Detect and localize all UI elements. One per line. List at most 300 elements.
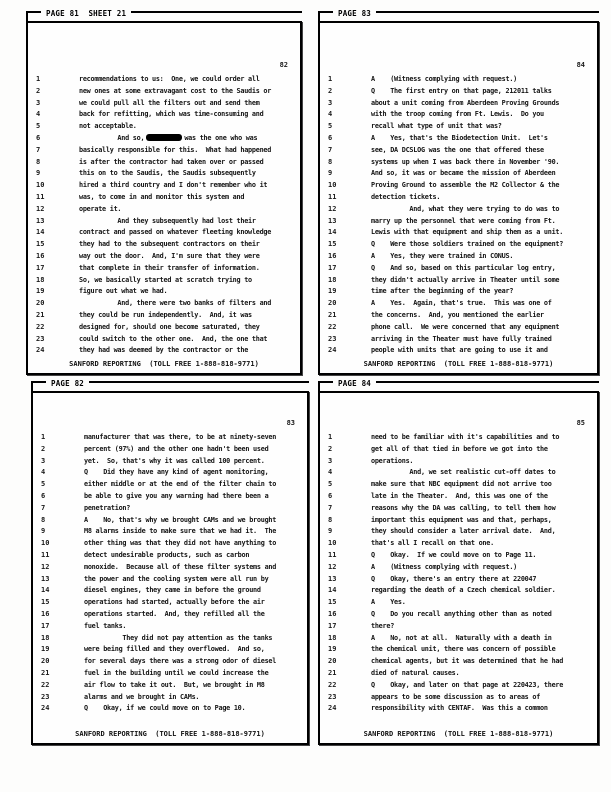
transcript-line <box>36 134 295 146</box>
transcript-line <box>328 252 592 264</box>
line-text: And, what they were trying to do was to <box>371 204 560 213</box>
transcript-line <box>36 346 295 358</box>
line-text: there? <box>371 621 395 630</box>
line-text: phone call. We were concerned that any equipment <box>371 322 560 331</box>
line-text: recall what type of unit that was? <box>371 122 502 131</box>
line-text: other thing was that they did not have anything to <box>84 539 277 548</box>
line-number: 11 <box>36 192 45 201</box>
quadrant-header <box>318 378 599 391</box>
line-number: 15 <box>41 598 50 607</box>
line-number: 16 <box>328 251 337 260</box>
line-text: died of natural causes. <box>371 668 460 677</box>
transcript-line <box>41 704 302 716</box>
line-number: 16 <box>328 609 337 618</box>
transcript-line <box>36 87 295 99</box>
transcript-line <box>36 158 295 170</box>
line-number: 19 <box>36 287 45 296</box>
reporter-footer: SANFORD REPORTING (TOLL FREE 1-888-818-9771) <box>69 360 259 368</box>
line-text: need to be familiar with it's capabilities and to <box>371 433 560 441</box>
line-text: Q Do you recall anything other than as noted <box>371 609 552 618</box>
line-number: 22 <box>36 322 45 331</box>
line-number: 4 <box>328 468 333 477</box>
transcript-line <box>36 252 295 264</box>
line-number: 7 <box>41 503 46 512</box>
line-number: 21 <box>328 310 337 319</box>
transcript-line <box>36 287 295 299</box>
line-number: 20 <box>328 299 337 308</box>
transcript-line <box>41 539 302 551</box>
transcript-line <box>41 516 302 528</box>
line-text: So, we basically started at scratch trying to <box>79 275 252 284</box>
line-number: 2 <box>41 444 46 453</box>
line-number: 12 <box>41 562 50 571</box>
line-text: appears to be some discussion as to areas of <box>371 692 541 701</box>
transcript-line <box>328 622 592 634</box>
line-text: A Yes. <box>371 598 406 607</box>
transcript-line <box>36 205 295 217</box>
line-number: 13 <box>328 216 337 225</box>
line-text: hired a third country and I don't remember who it <box>79 181 268 190</box>
transcript-line <box>328 551 592 563</box>
line-text: see, DA DCSLOG was the one that offered these <box>371 145 544 154</box>
line-text: they had to the subsequent contractors on their <box>79 240 260 249</box>
line-text: way out the door. And, I'm sure that they were <box>79 251 260 260</box>
line-number: 1 <box>328 75 333 83</box>
line-number: 8 <box>36 157 41 166</box>
transcript-line <box>41 563 302 575</box>
transcript-line <box>328 146 592 158</box>
line-text: either middle or at the end of the filter chain to <box>84 480 277 489</box>
line-text: fuel tanks. <box>84 621 127 630</box>
line-number: 8 <box>41 515 46 524</box>
reporter-footer: SANFORD REPORTING (TOLL FREE 1-888-818-9771) <box>75 730 265 738</box>
transcript-line <box>36 228 295 240</box>
transcript-line <box>328 480 592 492</box>
transcript-line <box>328 299 592 311</box>
transcript-line <box>328 586 592 598</box>
line-number: 10 <box>328 539 337 548</box>
line-number: 15 <box>328 598 337 607</box>
line-number: 23 <box>36 334 45 343</box>
line-text: time after the beginning of the year? <box>371 287 514 296</box>
line-number: 7 <box>328 503 333 512</box>
line-text: operations. <box>371 456 414 465</box>
transcript-line <box>36 181 295 193</box>
line-number: 18 <box>41 633 50 642</box>
transcript-line <box>36 276 295 288</box>
transcript-line <box>328 276 592 288</box>
header-rule <box>376 381 599 383</box>
line-text: air flow to take it out. But, we brought in M8 <box>84 680 265 689</box>
line-text: A No, that's why we brought CAMs and we brought <box>84 515 277 524</box>
line-text: yet. So, that's why it was called 100 percent. <box>84 456 265 465</box>
quadrant-header-label: PAGE 84 <box>338 379 372 388</box>
transcript-line <box>328 311 592 323</box>
line-text: A No, not at all. Naturally with a death in <box>371 633 552 642</box>
line-text: alarms and we brought in CAMs. <box>84 692 200 701</box>
line-number: 15 <box>36 240 45 249</box>
transcript-lines <box>36 75 295 358</box>
reporter-footer: SANFORD REPORTING (TOLL FREE 1-888-818-9771) <box>363 730 554 738</box>
line-text: contract and passed on whatever fleeting knowledge <box>79 228 272 237</box>
transcript-line <box>41 551 302 563</box>
line-text: M8 alarms inside to make sure that we had it. The <box>84 527 277 536</box>
line-number: 13 <box>328 574 337 583</box>
line-text: arriving in the Theater must have fully trained <box>371 334 552 343</box>
line-number: 5 <box>36 122 41 131</box>
line-text: A (Witness complying with request.) <box>371 562 517 571</box>
line-number: 13 <box>36 216 45 225</box>
line-text: Q Okay. If we could move on to Page 11. <box>371 550 537 559</box>
line-text: operations started. And, they refilled all the <box>84 609 265 618</box>
transcript-line <box>328 240 592 252</box>
transcript-page-box <box>318 21 599 375</box>
quadrant-header-label: PAGE 83 <box>338 9 372 18</box>
line-text: this on to the Saudis, the Saudis subsequently <box>79 169 256 178</box>
line-number: 9 <box>328 527 333 536</box>
line-text: that's all I recall on that one. <box>371 539 494 548</box>
line-number: 10 <box>41 539 50 548</box>
line-text: get all of that tied in before we got into the <box>371 444 548 453</box>
transcript-line <box>36 217 295 229</box>
line-number: 24 <box>41 704 50 713</box>
line-text: Lewis with that equipment and ship them as a unit. <box>371 228 564 237</box>
line-text: Q The first entry on that page, 212011 talks <box>371 86 552 95</box>
line-text: marry up the personnel that were coming from Ft. <box>371 216 556 225</box>
transcript-line <box>328 516 592 528</box>
line-text: Q Were those soldiers trained on the equipment? <box>371 240 564 249</box>
transcript-lines <box>328 433 592 716</box>
line-number: 18 <box>36 275 45 284</box>
line-text: And so, was the one who was <box>79 133 258 142</box>
transcript-line <box>328 228 592 240</box>
line-number: 13 <box>41 574 50 583</box>
line-text: A (Witness complying with request.) <box>371 75 517 83</box>
line-number: 12 <box>328 562 337 571</box>
line-text: Q Okay, if we could move on to Page 10. <box>84 704 246 713</box>
header-rule <box>89 381 309 383</box>
transcript-lines <box>41 433 302 716</box>
line-text: They did not pay attention as the tanks <box>84 633 273 642</box>
line-text: operations had started, actually before the air <box>84 598 265 607</box>
line-text: back for refitting, which was time-consuming and <box>79 110 264 119</box>
transcript-page-box <box>318 391 599 745</box>
line-number: 3 <box>328 98 333 107</box>
line-number: 14 <box>36 228 45 237</box>
transcript-line <box>328 287 592 299</box>
quadrant-page-85 <box>318 378 599 745</box>
line-number: 24 <box>328 704 337 713</box>
line-number: 22 <box>328 322 337 331</box>
line-text: manufacturer that was there, to be at ninety-seven <box>84 433 277 441</box>
transcript-line <box>41 586 302 598</box>
quadrant-header-label: PAGE 81 SHEET 21 <box>46 9 127 18</box>
line-number: 21 <box>41 668 50 677</box>
transcript-lines <box>328 75 592 358</box>
line-text: And they subsequently had lost their <box>79 216 256 225</box>
transcript-line <box>328 492 592 504</box>
transcript-line <box>41 598 302 610</box>
line-text: A Yes, they were trained in CONUS. <box>371 251 514 260</box>
line-number: 2 <box>328 86 333 95</box>
line-number: 21 <box>328 668 337 677</box>
line-number: 20 <box>36 299 45 308</box>
line-number: 12 <box>328 204 337 213</box>
line-number: 16 <box>36 251 45 260</box>
line-text: Q Okay, there's an entry there at 220047 <box>371 574 537 583</box>
transcript-line <box>328 134 592 146</box>
transcript-line <box>36 323 295 335</box>
line-text: about a unit coming from Aberdeen Proving Grounds <box>371 98 560 107</box>
line-text: A Yes. Again, that's true. This was one of <box>371 299 552 308</box>
line-number: 19 <box>328 287 337 296</box>
transcript-line <box>328 457 592 469</box>
line-number: 20 <box>41 657 50 666</box>
transcript-line <box>328 99 592 111</box>
transcript-line <box>41 527 302 539</box>
transcript-line <box>328 217 592 229</box>
transcript-line <box>41 457 302 469</box>
transcript-line <box>36 110 295 122</box>
line-number: 2 <box>36 86 41 95</box>
line-number: 9 <box>328 169 333 178</box>
line-number: 4 <box>41 468 46 477</box>
line-number: 18 <box>328 633 337 642</box>
line-text: basically responsible for this. What had happened <box>79 145 272 154</box>
line-text: that complete in their transfer of information. <box>79 263 260 272</box>
transcript-page-box <box>26 21 302 375</box>
line-number: 3 <box>328 456 333 465</box>
transcript-line <box>328 110 592 122</box>
line-text: recommendations to us: One, we could order all <box>79 75 260 83</box>
transcript-line <box>41 504 302 516</box>
line-number: 8 <box>328 515 333 524</box>
quadrant-header <box>318 8 599 21</box>
line-number: 14 <box>41 586 50 595</box>
line-number: 3 <box>36 98 41 107</box>
line-number: 8 <box>328 157 333 166</box>
quadrant-page-82 <box>26 8 302 375</box>
line-text: the concerns. And, you mentioned the earlier <box>371 310 544 319</box>
line-number: 23 <box>328 692 337 701</box>
transcript-line <box>41 480 302 492</box>
transcript-line <box>36 99 295 111</box>
transcript-line <box>328 539 592 551</box>
transcript-line <box>328 681 592 693</box>
transcript-line <box>36 75 295 87</box>
line-text: Proving Ground to assemble the M2 Collector & the <box>371 181 560 190</box>
transcript-line <box>328 645 592 657</box>
transcript-line <box>328 634 592 646</box>
line-text: A Yes, that's the Biodetection Unit. Let's <box>371 133 548 142</box>
line-text: were being filled and they overflowed. And so, <box>84 645 265 654</box>
transcript-line <box>328 193 592 205</box>
page-number: 85 <box>576 419 585 427</box>
line-text: monoxide. Because all of these filter systems and <box>84 562 277 571</box>
transcript-line <box>328 335 592 347</box>
header-rule <box>131 11 302 13</box>
line-text: Q Did they have any kind of agent monitoring, <box>84 468 269 477</box>
line-number: 24 <box>36 346 45 355</box>
transcript-line <box>328 669 592 681</box>
line-number: 7 <box>36 145 41 154</box>
transcript-line <box>328 527 592 539</box>
line-text: figure out what we had. <box>79 287 168 296</box>
line-text: detect undesirable products, such as carbon <box>84 550 250 559</box>
transcript-line <box>328 657 592 669</box>
transcript-line <box>328 563 592 575</box>
line-number: 17 <box>36 263 45 272</box>
line-number: 12 <box>36 204 45 213</box>
line-text: for several days there was a strong odor of diesel <box>84 657 277 666</box>
transcript-line <box>41 445 302 457</box>
line-number: 10 <box>328 181 337 190</box>
line-text: And, we set realistic cut-off dates to <box>371 468 556 477</box>
quadrant-header <box>26 8 302 21</box>
line-number: 24 <box>328 346 337 355</box>
line-number: 11 <box>41 550 50 559</box>
transcript-line <box>328 181 592 193</box>
line-text: late in the Theater. And, this was one of the <box>371 491 548 500</box>
line-number: 4 <box>36 110 41 119</box>
line-text: they should consider a later arrival date. And, <box>371 527 556 536</box>
redaction-mark <box>146 134 182 141</box>
transcript-line <box>328 610 592 622</box>
transcript-page-box <box>31 391 309 745</box>
line-text: Q And so, based on this particular log entry, <box>371 263 556 272</box>
transcript-line <box>328 504 592 516</box>
line-number: 5 <box>328 122 333 131</box>
line-number: 22 <box>41 680 50 689</box>
transcript-line <box>36 146 295 158</box>
line-number: 17 <box>41 621 50 630</box>
line-text: is after the contractor had taken over or passed <box>79 157 264 166</box>
line-number: 22 <box>328 680 337 689</box>
line-text: they didn't actually arrive in Theater until some <box>371 275 560 284</box>
transcript-line <box>328 598 592 610</box>
transcript-line <box>41 575 302 587</box>
line-text: we could pull all the filters out and send them <box>79 98 260 107</box>
line-number: 15 <box>328 240 337 249</box>
line-number: 6 <box>36 133 41 142</box>
line-text: diesel engines, they came in before the ground <box>84 586 261 595</box>
quadrant-page-84 <box>318 8 599 375</box>
transcript-line <box>36 311 295 323</box>
line-text: detection tickets. <box>371 192 441 201</box>
line-text: And, there were two banks of filters and <box>79 299 272 308</box>
transcript-line <box>41 610 302 622</box>
transcript-line <box>328 346 592 358</box>
transcript-line <box>328 704 592 716</box>
line-text: reasons why the DA was calling, to tell them how <box>371 503 556 512</box>
line-text: penetration? <box>84 503 131 512</box>
line-number: 18 <box>328 275 337 284</box>
line-text: they had was deemed by the contractor or the <box>79 346 249 355</box>
transcript-line <box>41 433 302 445</box>
line-number: 4 <box>328 110 333 119</box>
line-number: 9 <box>36 169 41 178</box>
line-number: 1 <box>41 433 46 441</box>
transcript-line <box>41 634 302 646</box>
transcript-line <box>36 299 295 311</box>
transcript-line <box>41 645 302 657</box>
line-text: operate it. <box>79 204 122 213</box>
line-text: responsibility with CENTAF. Was this a common <box>371 704 548 713</box>
transcript-line <box>328 445 592 457</box>
line-number: 14 <box>328 228 337 237</box>
transcript-line <box>41 468 302 480</box>
line-number: 3 <box>41 456 46 465</box>
quadrant-header <box>31 378 309 391</box>
line-number: 1 <box>36 75 41 83</box>
page-number: 83 <box>286 419 295 427</box>
transcript-line <box>36 240 295 252</box>
transcript-line <box>328 468 592 480</box>
line-text: make sure that NBC equipment did not arrive too <box>371 480 552 489</box>
line-number: 9 <box>41 527 46 536</box>
transcript-line <box>36 264 295 276</box>
transcript-line <box>328 205 592 217</box>
transcript-line <box>41 492 302 504</box>
transcript-line <box>41 657 302 669</box>
line-text: people with units that are going to use it and <box>371 346 548 355</box>
transcript-line <box>36 335 295 347</box>
line-text: the power and the cooling system were all run by <box>84 574 269 583</box>
transcript-line <box>36 169 295 181</box>
line-text: the chemical unit, there was concern of possible <box>371 645 556 654</box>
line-text: important this equipment was and that, perhaps, <box>371 515 552 524</box>
transcript-line <box>41 693 302 705</box>
transcript-line <box>328 87 592 99</box>
transcript-line <box>328 693 592 705</box>
quadrant-header-label: PAGE 82 <box>51 379 85 388</box>
line-text: systems up when I was back there in November '90. <box>371 157 560 166</box>
transcript-line <box>328 122 592 134</box>
transcript-line <box>36 193 295 205</box>
reporter-footer: SANFORD REPORTING (TOLL FREE 1-888-818-9771) <box>363 360 554 368</box>
transcript-line <box>328 169 592 181</box>
line-number: 17 <box>328 263 337 272</box>
transcript-line <box>41 681 302 693</box>
line-text: with the troop coming from Ft. Lewis. Do you <box>371 110 544 119</box>
transcript-line <box>328 323 592 335</box>
line-text: And so, it was or became the mission of Aberdeen <box>371 169 556 178</box>
transcript-line <box>328 158 592 170</box>
page-number: 84 <box>576 61 585 69</box>
line-number: 5 <box>41 480 46 489</box>
header-rule <box>376 11 599 13</box>
transcript-line <box>328 75 592 87</box>
line-text: be able to give you any warning had there been a <box>84 491 269 500</box>
line-text: chemical agents, but it was determined that he had <box>371 657 564 666</box>
line-number: 7 <box>328 145 333 154</box>
line-text: was, to come in and monitor this system and <box>79 192 245 201</box>
line-number: 5 <box>328 480 333 489</box>
line-number: 23 <box>328 334 337 343</box>
line-text: new ones at some extravagant cost to the Saudis or <box>79 86 272 95</box>
line-text: could switch to the other one. And, the one that <box>79 334 268 343</box>
line-number: 16 <box>41 609 50 618</box>
transcript-line <box>41 669 302 681</box>
line-number: 6 <box>41 491 46 500</box>
line-text: fuel in the building until we could increase the <box>84 668 269 677</box>
transcript-line <box>328 264 592 276</box>
line-number: 23 <box>41 692 50 701</box>
line-number: 19 <box>41 645 50 654</box>
quadrant-page-83 <box>31 378 309 745</box>
line-number: 6 <box>328 491 333 500</box>
transcript-line <box>328 433 592 445</box>
